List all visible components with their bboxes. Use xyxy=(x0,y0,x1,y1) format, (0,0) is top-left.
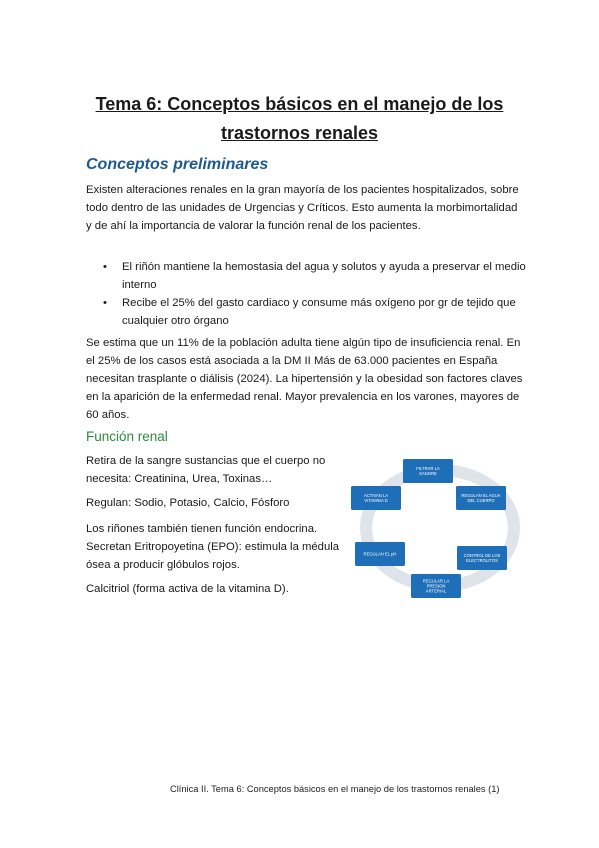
cycle-node-label: REGULAN EL AGUA xyxy=(461,492,501,498)
section-heading-funcion-renal: Función renal xyxy=(86,429,168,444)
bullet-icon: • xyxy=(103,261,107,273)
cycle-node-label: ELECTROLITOS xyxy=(466,558,498,564)
bullet-list xyxy=(86,258,526,330)
cycle-node xyxy=(351,486,401,510)
cycle-node-label: ACTIVAN LA xyxy=(363,492,389,498)
cycle-node-label: DEL CUERPO xyxy=(467,498,495,504)
page-footer: Clínica II. Tema 6: Conceptos básicos en el manejo de los trastornos renales (1) xyxy=(170,784,500,794)
prevalence-paragraph: Se estima que un 11% de la población adulta tiene algún tipo de insuficiencia renal. En el 25% de los casos está asociada a la DM II Más de 63.000 pacientes en España necesitan trasplante o diálisis (2024). La hipertensión y la obesidad son factores claves en la aparición de la enfermedad renal. Mayor prevalencia en los varones, mayores de 60 años. xyxy=(86,337,523,421)
cycle-node xyxy=(457,546,507,570)
bullet-text: Recibe el 25% del gasto cardiaco y consume más oxígeno por gr de tejido que cualquier otro órgano xyxy=(122,297,516,327)
intro-paragraph: Existen alteraciones renales en la gran mayoría de los pacientes hospitalizados, sobre todo dentro de las unidades de Urgencias y Críticos. Esto aumenta la morbimortalidad y de ahí la importancia de valorar la función renal de los pacientes. xyxy=(86,184,519,232)
page-title: Tema 6: Conceptos básicos en el manejo de los trastornos renales xyxy=(95,94,504,143)
cycle-node xyxy=(355,542,405,566)
function-paragraph-4: Calcitriol (forma activa de la vitamina D). xyxy=(86,583,289,595)
section-heading-conceptos: Conceptos preliminares xyxy=(86,156,269,173)
cycle-node-label: ARTERIAL xyxy=(425,588,447,594)
cycle-node xyxy=(403,459,453,483)
cycle-node-label: PRESION xyxy=(426,583,446,589)
function-paragraph-3: Los riñones también tienen función endocrina. Secretan Eritropoyetina (EPO): estimula la médula ósea a producir glóbulos rojos. xyxy=(86,523,340,571)
bullet-text: El riñón mantiene la hemostasia del agua y solutos y ayuda a preservar el medio interno xyxy=(122,261,526,291)
cycle-node xyxy=(411,574,461,598)
cycle-node-label: VITAMINA D xyxy=(364,498,388,504)
cycle-node-label: REGULAN EL pH xyxy=(363,551,397,557)
function-paragraph-2: Regulan: Sodio, Potasio, Calcio, Fósforo xyxy=(86,497,290,509)
renal-function-cycle-diagram xyxy=(340,448,540,608)
cycle-node xyxy=(456,486,506,510)
bullet-icon: • xyxy=(103,297,107,309)
cycle-node-label: FILTRAR LA xyxy=(416,465,440,471)
cycle-node-label: CONTROL DE LOS xyxy=(463,552,501,558)
cycle-node-label: REGULAR LA xyxy=(422,578,450,584)
function-paragraph-1: Retira de la sangre sustancias que el cuerpo no necesita: Creatinina, Urea, Toxinas… xyxy=(86,455,326,485)
cycle-node-label: SANGRE xyxy=(419,471,437,477)
list-item xyxy=(86,258,526,294)
list-item xyxy=(86,294,526,330)
